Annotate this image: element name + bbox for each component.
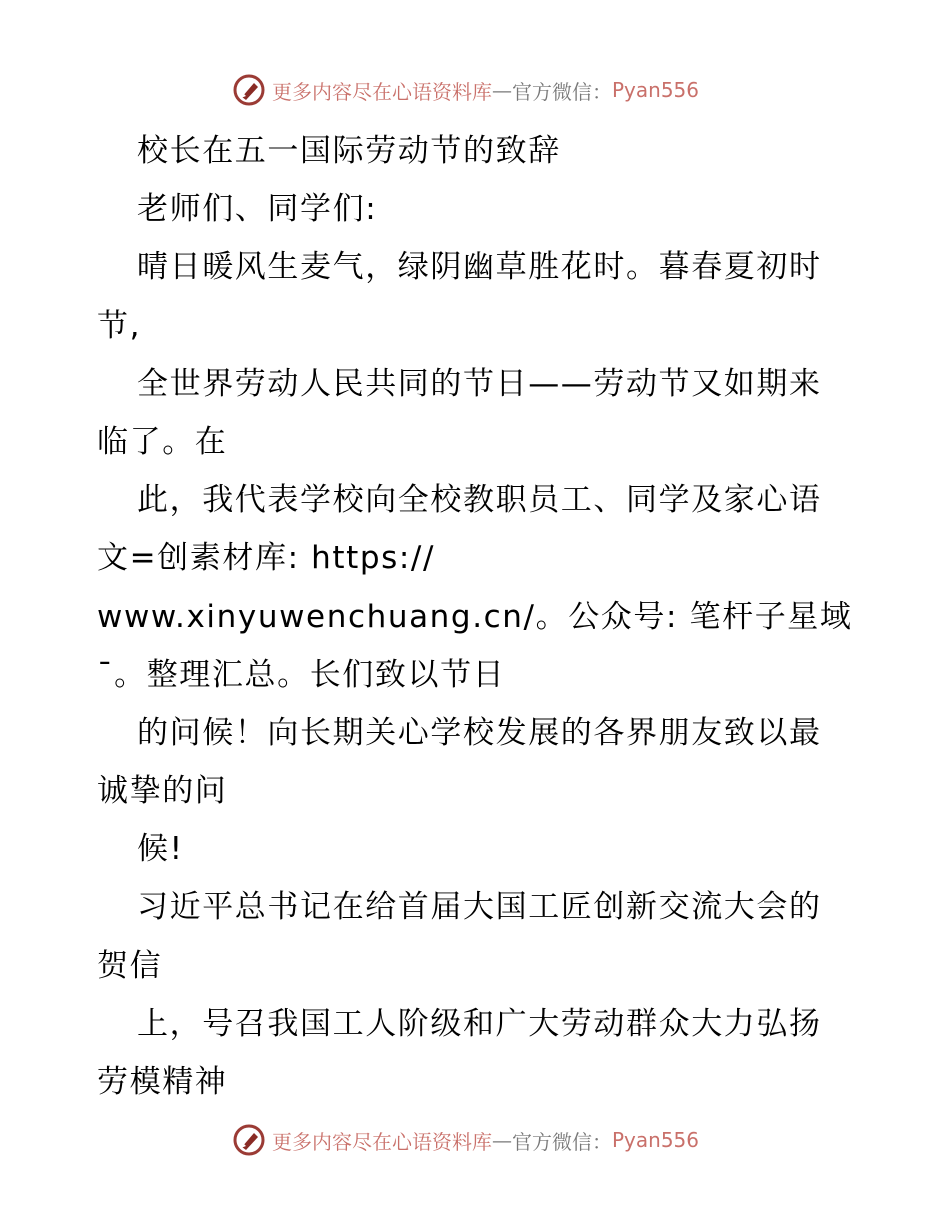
paragraph-line: 节, <box>97 307 142 344</box>
salutation: 老师们、同学们: <box>137 191 378 228</box>
footer-watermark-banner <box>232 1122 712 1158</box>
paragraph-line: 的问候！向长期关心学校发展的各界朋友致以最 <box>137 714 822 751</box>
paragraph-line: 候! <box>137 831 184 868</box>
pen-nib-logo-icon <box>232 1123 266 1157</box>
wechat-id: Pyan556 <box>612 78 700 102</box>
pen-nib-logo-icon <box>232 73 266 107</box>
paragraph-line: 晴日暖风生麦气，绿阴幽草胜花时。暮春夏初时 <box>137 249 822 286</box>
paragraph-line: 文=创素材库: https:// <box>97 540 435 577</box>
paragraph-line: 劳模精神 <box>97 1064 228 1100</box>
site-name: 更多内容尽在心语资料库 <box>272 79 492 104</box>
dash: — <box>492 78 512 102</box>
wechat-label: 官方微信： <box>512 1129 612 1154</box>
paragraph-line: 习近平总书记在给首届大国工匠创新交流大会的 <box>137 889 822 926</box>
paragraph-line: 全世界劳动人民共同的节日——劳动节又如期来 <box>137 365 822 402</box>
site-name: 更多内容尽在心语资料库 <box>272 1129 492 1154</box>
paragraph-line: 此，我代表学校向全校教职员工、同学及家心语 <box>137 482 822 519</box>
paragraph-line: www.xinyuwenchuang.cn/。公众号: 笔杆子星域 <box>97 598 853 635</box>
paragraph-line: 上，号召我国工人阶级和广大劳动群众大力弘扬 <box>137 1005 822 1042</box>
paragraph-line: 诚挚的问 <box>97 773 228 810</box>
paragraph-line: ¯。整理汇总。长们致以节日 <box>97 656 506 693</box>
wechat-label: 官方微信： <box>512 79 612 104</box>
paragraph-line: 临了。在 <box>97 423 228 460</box>
wechat-id: Pyan556 <box>612 1128 700 1152</box>
document-body <box>97 122 877 1111</box>
dash: — <box>492 1128 512 1152</box>
doc-title: 校长在五一国际劳动节的致辞 <box>137 133 561 169</box>
header-watermark-banner <box>232 72 712 108</box>
paragraph-line: 贺信 <box>97 947 163 984</box>
